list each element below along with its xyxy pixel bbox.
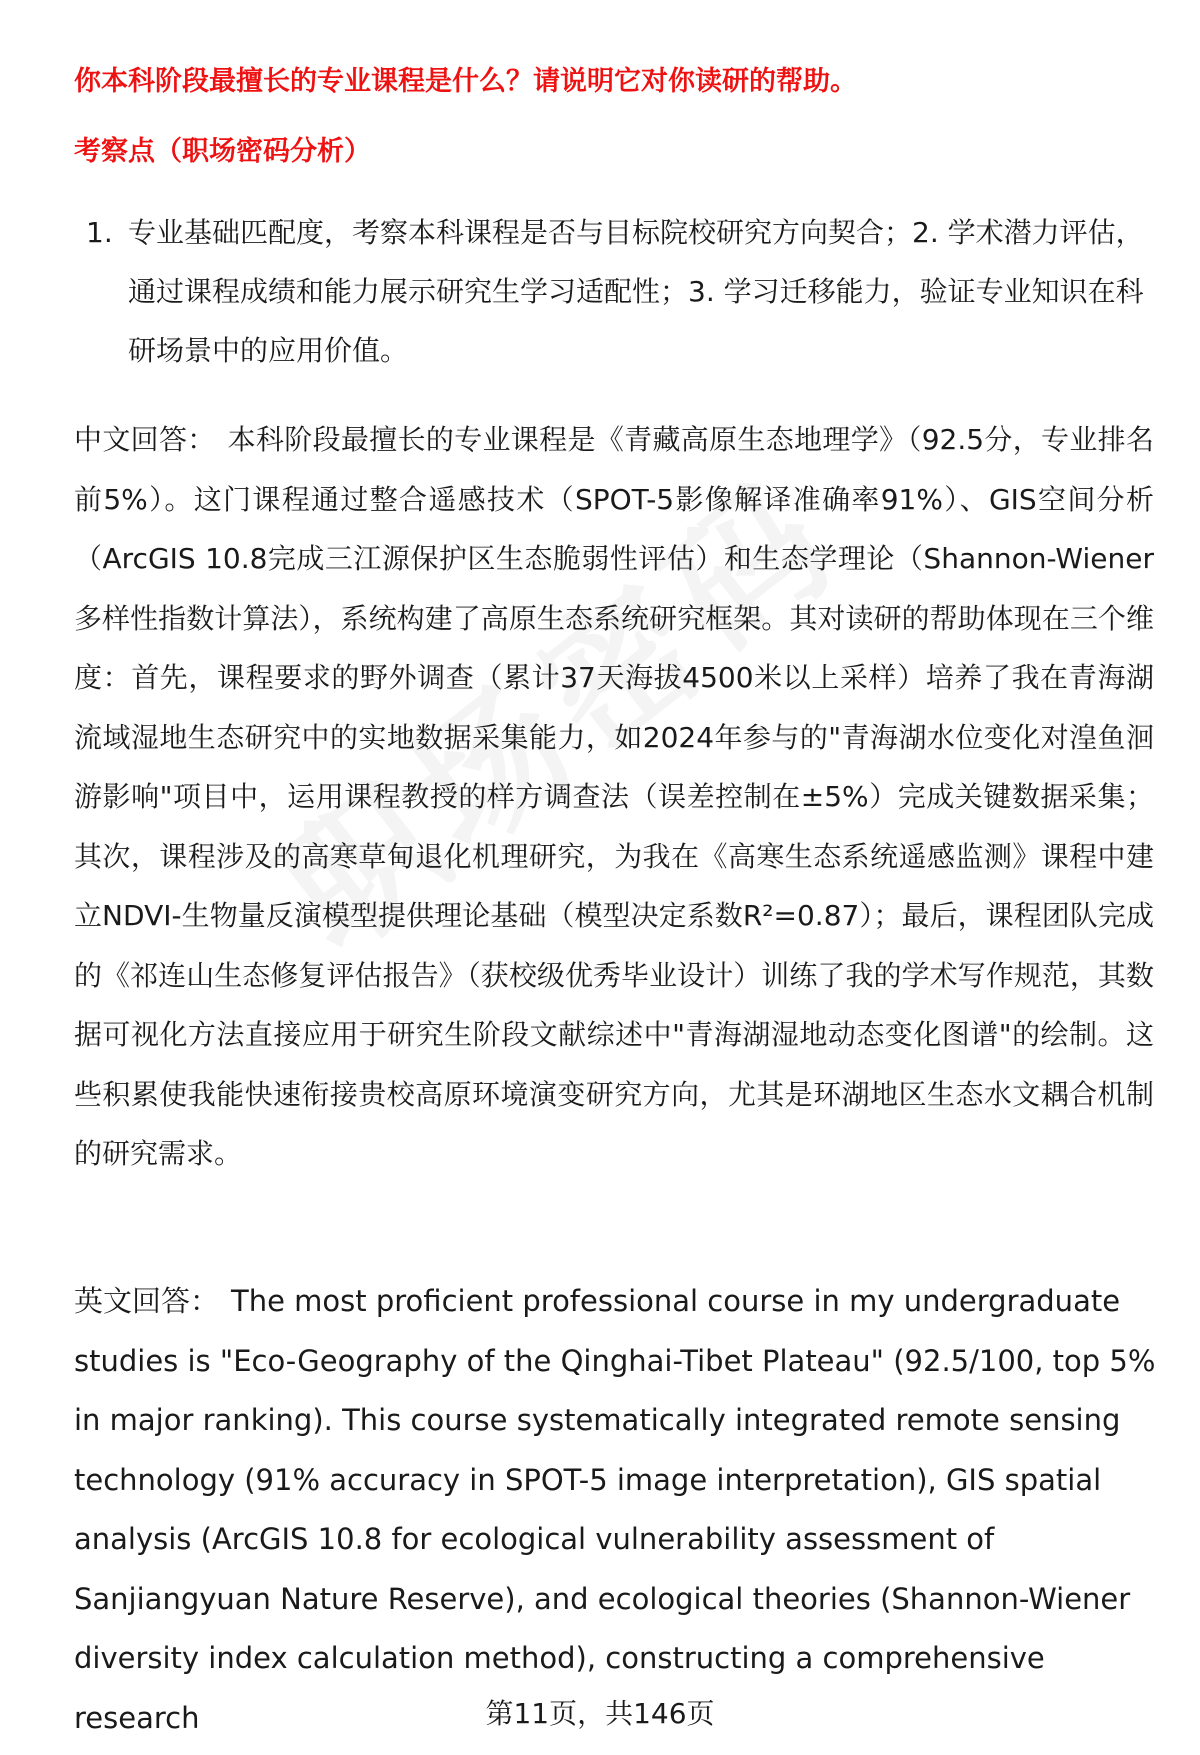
english-answer-label: 英文回答： bbox=[74, 1284, 220, 1318]
assessment-points-list bbox=[80, 203, 1150, 380]
section-title: 考察点（职场密码分析） bbox=[74, 136, 371, 167]
chinese-answer-label: 中文回答： bbox=[74, 423, 216, 456]
page-indicator: 第11页，共146页 bbox=[485, 1697, 715, 1730]
english-answer-text: The most proficient professional course in my undergraduate studies is "Eco-Geography of the Qinghai-Tibet Plateau" (92.5/100, top 5% in major ranking). This course systematically integrated remote sensing technology (91% accuracy in SPOT-5 image interpretation), GIS spatial analysis (ArcGIS 10.8 for ecological vulnerability assessment of Sanjiangyuan Nature Reserve), and ecological theories (Shannon-Wiener diversity index calculation method), constructing a comprehensive research bbox=[74, 1284, 1156, 1735]
question-heading: 你本科阶段最擅长的专业课程是什么？请说明它对你读研的帮助。 bbox=[74, 66, 857, 97]
english-answer bbox=[74, 1272, 1164, 1748]
list-item bbox=[80, 203, 1150, 380]
chinese-answer-text: 本科阶段最擅长的专业课程是《青藏高原生态地理学》（92.5分，专业排名前5%）。这门课程通过整合遥感技术（SPOT-5影像解译准确率91%）、GIS空间分析（ArcGIS 10.8完成三江源保护区生态脆弱性评估）和生态学理论（Shannon-Wiener多样性指数计算法），系统构建了高原生态系统研究框架。其对读研的帮助体现在三个维度：首先，课程要求的野外调查（累计37天海拔4500米以上采样）培养了我在青海湖流域湿地生态研究中的实地数据采集能力，如2024年参与的"青海湖水位变化对湟鱼洄游影响"项目中，运用课程教授的样方调查法（误差控制在±5%）完成关键数据采集；其次，课程涉及的高寒草甸退化机理研究，为我在《高寒生态系统遥感监测》课程中建立NDVI-生物量反演模型提供理论基础（模型决定系数R²=0.87）；最后，课程团队完成的《祁连山生态修复评估报告》（获校级优秀毕业设计）训练了我的学术写作规范，其数据可视化方法直接应用于研究生阶段文献综述中"青海湖湿地动态变化图谱"的绘制。这些积累使我能快速衔接贵校高原环境演变研究方向，尤其是环湖地区生态水文耦合机制的研究需求。 bbox=[74, 423, 1154, 1170]
list-item-text: 专业基础匹配度，考察本科课程是否与目标院校研究方向契合；2. 学术潜力评估，通过课程成绩和能力展示研究生学习适配性；3. 学习迁移能力，验证专业知识在科研场景中的应用价值。 bbox=[128, 216, 1144, 367]
chinese-answer bbox=[74, 410, 1154, 1184]
list-item-number: 1. bbox=[86, 216, 113, 249]
